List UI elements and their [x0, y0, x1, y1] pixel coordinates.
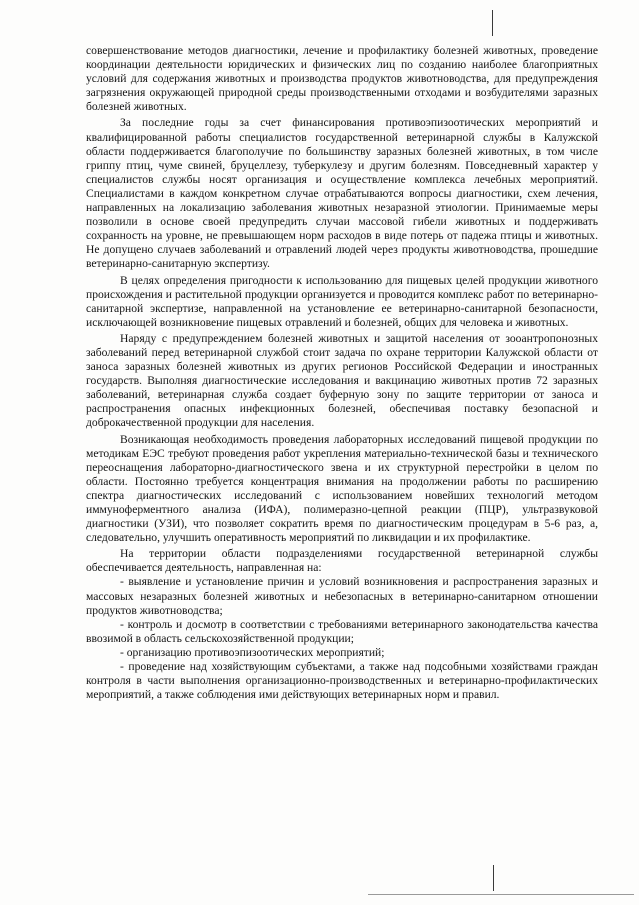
list-item-supervision: - проведение над хозяйствующим субъектами, а также над подсобными хозяйствами граждан контроля в части выполнения организационно-производственных и ветеринарно-профилактических мероприятий, а также соблюдения ими действующих ветеринарных норм и правил.	[86, 660, 598, 702]
document-body	[86, 44, 598, 702]
paragraph-sanitary-expertise: В целях определения пригодности к использованию для пищевых целей продукции животного происхождения и растительной продукции организуется и проводится комплекс работ по ветеринарно-санитарной экспертизе, направленной на установление ее ветеринарно-санитарной безопасности, исключающей возникновение пищевых отравлений и болезней, общих для человека и животных.	[86, 273, 598, 329]
paragraph-territory-protection: Наряду с предупреждением болезней животных и защитой населения от зооантропонозных заболеваний перед ветеринарной службой стоит задача по охране территории Калужской области от заноса заразных болезней животных из других регионов Российской Федерации и иностранных государств. Выполняя диагностические исследования и вакцинацию животных против 72 заразных заболеваний, ветеринарная служба создает буферную зону по защите территории от заноса и распространения опасных инфекционных болезней, обеспечивая поставку безопасной и доброкачественной продукции для населения.	[86, 331, 598, 430]
list-item-detection: - выявление и установление причин и условий возникновения и распространения заразных и массовых незаразных болезней животных и небезопасных в ветеринарно-санитарном отношении продуктов животноводства;	[86, 575, 598, 617]
paragraph-veterinary-results: За последние годы за счет финансирования противоэпизоотических мероприятий и квалифицированной работы специалистов государственной ветеринарной службы в Калужской области поддерживается благополучие по большинству заразных болезней животных, в том числе гриппу птиц, чуме свиней, бруцеллезу, туберкулезу и другим болезням. Повседневный характер у специалистов службы носят организация и осуществление комплекса лечебных мероприятий. Специалистами в каждом конкретном случае отрабатываются вопросы диагностики, схем лечения, направленных на локализацию заболевания животных незаразной этиологии. Принимаемые меры позволили в основе своей предупредить случаи массовой гибели животных и поддерживать сохранность на уровне, не превышающем норм расходов в виде потерь от падежа птицы и животных. Не допущено случаев заболеваний и отравлений людей через продукты животноводства, прошедшие ветеринарно-санитарную экспертизу.	[86, 116, 598, 271]
list-item-control: - контроль и досмотр в соответствии с требованиями ветеринарного законодательства качества ввозимой в область сельскохозяйственной продукции;	[86, 617, 598, 645]
paragraph-activities-intro: На территории области подразделениями государственной ветеринарной службы обеспечивается деятельность, направленная на:	[86, 547, 598, 575]
scan-line-bottom	[368, 894, 634, 895]
scan-mark-top-right	[492, 10, 493, 36]
paragraph-laboratory-research: Возникающая необходимость проведения лабораторных исследований пищевой продукции по методикам ЕЭС требуют проведения работ укрепления материально-технической базы и технического переоснащения лабораторно-диагностического звена и их структурной перестройки в целом по области. Постоянно требуется концентрация внимания на продолжении работы по расширению спектра диагностических исследований с использованием новейших технологий методом иммуноферментного анализа (ИФА), полимеразно-цепной реакции (ПЦР), ультразвуковой диагностики (УЗИ), что позволяет сократить время по диагностическим процедурам в 5-6 раз, а, следовательно, улучшить оперативность мероприятий по ликвидации и их профилактике.	[86, 432, 598, 545]
paragraph-intro: совершенствование методов диагностики, лечение и профилактику болезней животных, проведение координации деятельности юридических и физических лиц по созданию наиболее благоприятных условий для содержания животных и производства продуктов животноводства, для предупреждения загрязнения окружающей природной среды производственными отходами и возбудителями заразных болезней животных.	[86, 44, 598, 114]
scan-mark-bottom	[493, 865, 494, 891]
list-item-organization: - организацию противоэпизоотических мероприятий;	[120, 645, 385, 659]
